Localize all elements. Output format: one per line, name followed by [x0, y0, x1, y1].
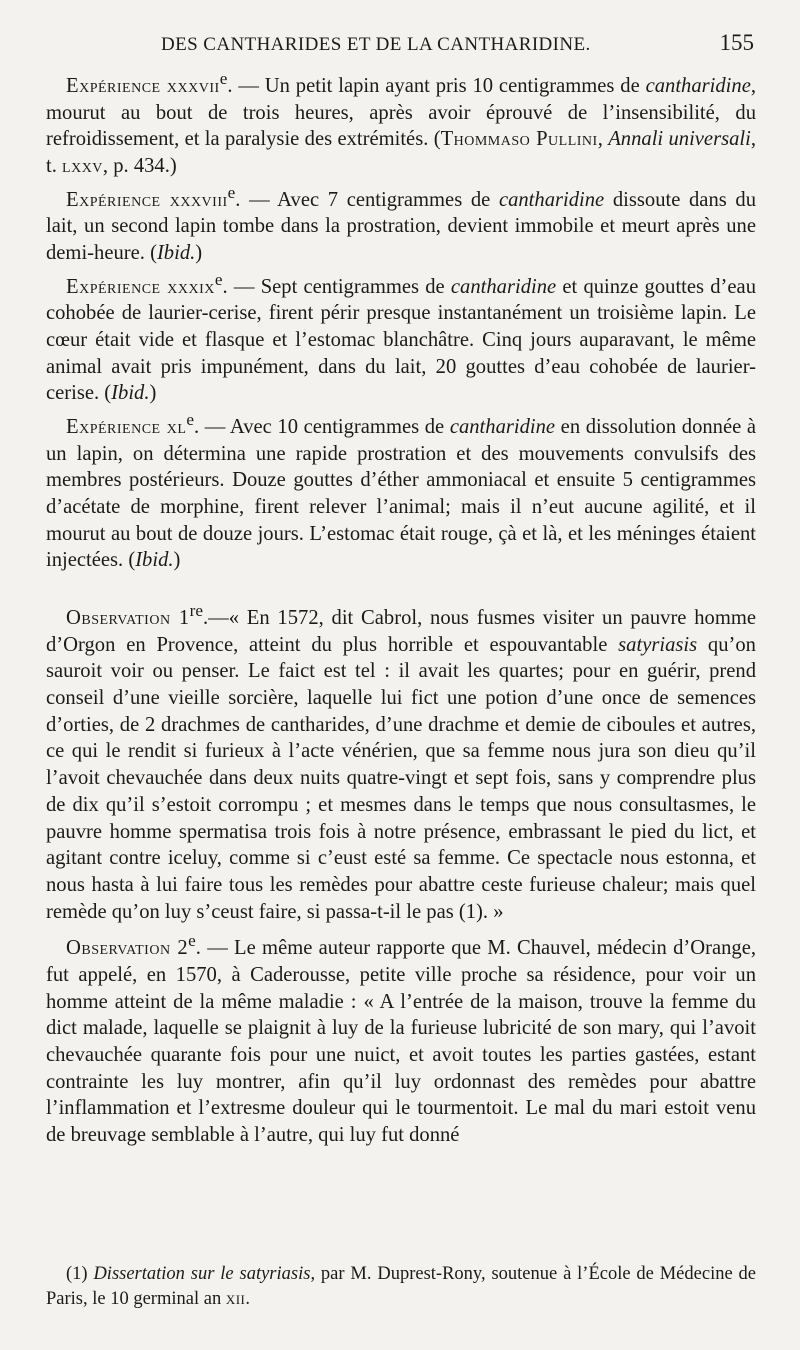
paragraph-observation-2 [46, 928, 756, 1148]
ibid-reference: Ibid. [156, 241, 196, 264]
text-run: ) [195, 241, 203, 264]
ordinal-suffix: e [214, 269, 223, 289]
footnote-text [46, 1262, 756, 1312]
footnote [46, 1262, 756, 1312]
text-run: qu’on sauroit voir ou penser. Le faict est tel : il avait les quartes; pour en guérir, prend conseil d’une vieille sorcière, laquelle lui fict une potion d’une once de semences d’orties, de 2 drachmes de cantharides, d’une drachme et demie de ciboules et autres, ce qui le rendit si furieux à l’acte vénérien, que sa femme nous jura son dieu qu’il l’avoit chevauchée dans deux nuits quatre-vingt et sept fois, sans y comprendre plus de dix qu’il s’estoit corrompu ; et mesmes dans le temps que nous consultasmes, le pauvre homme spermatisa trois fois à notre présence, embrassant le pied du lict, et agitant contre iceluy, comme si c’eust esté sa femme. Ce spectacle nous estonna, et nous hasta à lui faire tous les remèdes pour abattre ceste furieuse chaleur; mais quel remède qu’on luy s’ceust faire, si passa-t-il le pas (1). » [46, 633, 756, 923]
text-run: et quinze gouttes d’eau cohobée de laurier-cerise, firent périr presque instantanément un troisième lapin. Le cœur était vide et flasque et l’estomac blanchâtre. Cinq jours auparavant, le même animal avait pris impunément, dans du lait, 20 gouttes d’eau cohobée de laurier-cerise. ( [46, 275, 756, 405]
paragraph-experience-38 [46, 180, 756, 267]
text-run: .—« En 1572, dit Cabrol, nous fusmes visiter un pauvre homme d’Orgon en Provence, atteint du plus horrible et espouvantable [46, 606, 756, 656]
ibid-reference: Ibid. [111, 382, 150, 405]
text-run: . — Sept centigrammes de [222, 275, 451, 298]
dissertation-title: Dissertation sur le satyriasis [93, 1264, 311, 1284]
text-run: en dissolution donnée à un lapin, on détermina une rapide prostration et des mouvements convulsifs des membres postérieurs. Douze gouttes d’éther ammoniacal et ensuite 5 centigrammes d’acétate de morphine, firent relever l’animal; mais il n’eut aucune agilité, et il mourut au bout de douze jours. L’estomac était rouge, çà et là, et les méninges étaient injectées. ( [46, 415, 756, 572]
italic-term: cantharidine [450, 275, 557, 298]
experiment-label: Expérience xxxix [66, 275, 215, 298]
paragraph-experience-37 [46, 66, 756, 180]
italic-term: satyriasis [618, 633, 698, 656]
text-run: . — Le même auteur rapporte que M. Chauvel, médecin d’Orange, fut appelé, en 1570, à Caderousse, petite ville proche sa résidence, pour voir un homme atteint de la même maladie : « A l’entrée de la maison, trouve la femme du dict malade, laquelle se plaignit à luy de la furieuse lubricité de son mary, qui l’avoit chevauchée quarante fois pour une nuict, et avoit toutes les parties gastées, estant contrainte les luy montrer, afin qu’il luy ordonnast des remèdes pour abattre l’inflammation et l’extresme douleur qui le tourmentoit. Le mal du mari estoit venu de breuvage semblable à l’autre, qui luy fut donné [46, 937, 756, 1147]
ordinal-suffix: e [227, 182, 236, 202]
observation-label: Observation 2 [66, 937, 189, 960]
journal-title: Annali universali [608, 128, 751, 151]
body-text [46, 66, 756, 1149]
text-run: , t. [46, 128, 756, 177]
text-run: , mourut au bout de trois heures, après avoir éprouvé de l’insensibilité, du refroidissement, et la paralysie des extrémités. ( [46, 74, 756, 151]
footnote-marker: (1) [66, 1264, 94, 1284]
experiment-label: Expérience xxxviii [66, 188, 228, 211]
experiment-label: Expérience xl [66, 415, 187, 438]
italic-term: cantharidine [645, 74, 751, 97]
italic-term: cantharidine [498, 188, 605, 211]
text-run: . — Avec 7 centigrammes de [235, 188, 499, 211]
page-number: 155 [719, 30, 754, 55]
text-run: , par M. Duprest-Rony, soutenue à l’École de Médecine de Paris, le 10 germinal an [46, 1264, 756, 1309]
ordinal-suffix: re [189, 601, 203, 621]
text-run: ) [173, 549, 181, 572]
running-head: DES CANTHARIDES ET DE LA CANTHARIDINE. [161, 34, 591, 55]
ibid-reference: Ibid. [135, 549, 174, 572]
text-run: . [245, 1289, 250, 1309]
italic-term: cantharidine [449, 415, 556, 438]
volume-number: lxxv [62, 154, 103, 177]
observation-label: Observation 1 [66, 606, 190, 629]
text-run: . — Un petit lapin ayant pris 10 centigrammes de [227, 74, 646, 97]
ordinal-suffix: e [186, 410, 194, 430]
ordinal-suffix: e [219, 69, 228, 88]
paragraph-experience-40 [46, 407, 756, 574]
author-name: Thommaso Pullini [440, 128, 598, 151]
ordinal-suffix: e [188, 931, 196, 951]
text-run: , p. 434.) [102, 154, 177, 177]
text-run: dissoute dans du lait, un second lapin tombe dans la prostration, devient immobile et meurt après une demi-heure. ( [46, 188, 756, 264]
paragraph-experience-39 [46, 267, 756, 407]
experiment-label: Expérience xxxvii [66, 74, 220, 97]
text-run: . — Avec 10 centigrammes de [194, 415, 450, 438]
paragraph-observation-1 [46, 598, 756, 925]
page-header [46, 30, 754, 66]
roman-year: xii [225, 1289, 246, 1309]
text-run: , [597, 128, 609, 151]
text-run: ) [149, 382, 157, 405]
